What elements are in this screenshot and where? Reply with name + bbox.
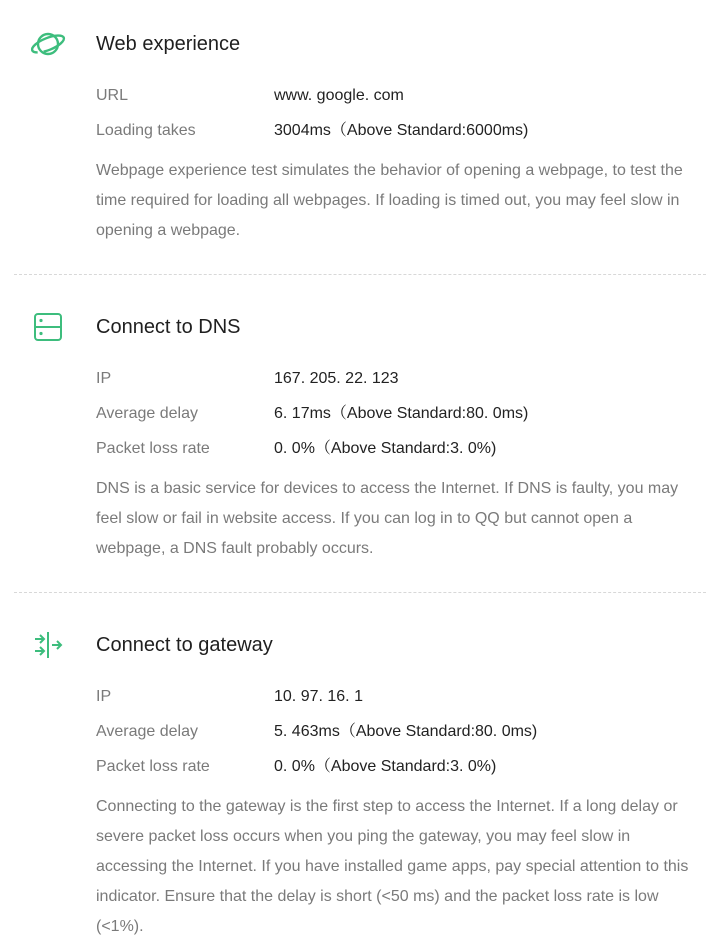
row-value: 3004ms（Above Standard:6000ms)	[274, 122, 529, 139]
row-ip	[96, 679, 700, 714]
row-ip	[96, 361, 700, 396]
row-value: 0. 0%（Above Standard:3. 0%)	[274, 440, 497, 457]
row-average-delay	[96, 714, 700, 749]
row-value: 167. 205. 22. 123	[274, 370, 399, 387]
row-label: IP	[96, 370, 112, 387]
section-description: Webpage experience test simulates the behavior of opening a webpage, to test the time required for loading all webpages. If loading is timed out, you may feel slow in opening a webpage.	[96, 162, 683, 239]
row-value: www. google. com	[274, 87, 404, 104]
info-rows	[96, 78, 700, 148]
info-rows	[96, 679, 700, 784]
section-connect-gateway	[0, 625, 720, 942]
server-icon	[28, 307, 68, 347]
row-label: Packet loss rate	[96, 758, 210, 775]
row-packet-loss-rate	[96, 431, 700, 466]
row-value: 10. 97. 16. 1	[274, 688, 363, 705]
section-title: Connect to gateway	[96, 634, 273, 656]
section-title: Web experience	[96, 33, 241, 55]
row-value: 0. 0%（Above Standard:3. 0%)	[274, 758, 497, 775]
section-web-experience	[0, 24, 720, 246]
row-url	[96, 78, 700, 113]
row-average-delay	[96, 396, 700, 431]
section-connect-dns	[0, 307, 720, 564]
row-label: IP	[96, 688, 112, 705]
row-packet-loss-rate	[96, 749, 700, 784]
section-title: Connect to DNS	[96, 316, 241, 338]
section-divider	[14, 274, 706, 275]
row-label: Loading takes	[96, 122, 196, 139]
section-description: DNS is a basic service for devices to access the Internet. If DNS is faulty, you may feel slow or fail in website access. If you can log in to QQ but cannot open a webpage, a DNS fault probably occurs.	[96, 480, 679, 557]
row-label: Average delay	[96, 723, 198, 740]
row-label: Packet loss rate	[96, 440, 210, 457]
gateway-arrows-icon	[28, 625, 68, 665]
row-value: 5. 463ms（Above Standard:80. 0ms)	[274, 723, 538, 740]
section-description: Connecting to the gateway is the first step to access the Internet. If a long delay or severe packet loss occurs when you ping the gateway, you may feel slow in accessing the Internet. If you have installed game apps, pay special attention to this indicator. Ensure that the delay is short (<50 ms) and the packet loss rate is low (<1%).	[96, 798, 689, 935]
planet-icon	[28, 24, 68, 64]
info-rows	[96, 361, 700, 466]
row-label: Average delay	[96, 405, 198, 422]
section-divider	[14, 592, 706, 593]
row-value: 6. 17ms（Above Standard:80. 0ms)	[274, 405, 529, 422]
row-loading-takes	[96, 113, 700, 148]
row-label: URL	[96, 87, 129, 104]
